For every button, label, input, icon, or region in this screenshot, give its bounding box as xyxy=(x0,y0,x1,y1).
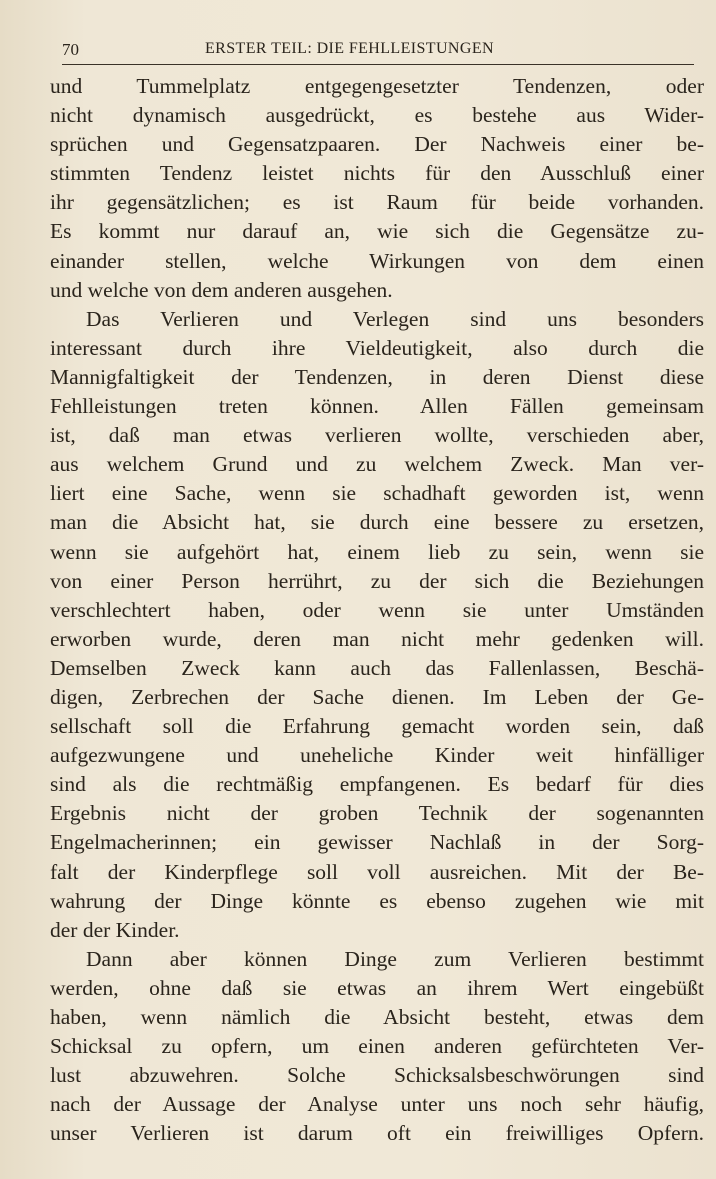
text-line: haben, wenn nämlich die Absicht besteht, etwas dem xyxy=(50,1005,704,1029)
text-line: verschlechtert haben, oder wenn sie unter Umständen xyxy=(50,597,704,622)
text-line: Ergebnis nicht der groben Technik der sogenannten xyxy=(50,801,704,826)
text-line: liert eine Sache, wenn sie schadhaft geworden ist, wenn xyxy=(50,481,704,506)
text-line: ihr gegensätzlichen; es ist Raum für beide vorhanden. xyxy=(50,190,704,215)
text-line: der der Kinder. xyxy=(50,917,180,942)
text-line: und welche von dem anderen ausgehen. xyxy=(50,277,393,302)
text-line: Es kommt nur darauf an, wie sich die Gegensätze zu- xyxy=(50,219,704,244)
text-line: man die Absicht hat, sie durch eine bessere zu ersetzen, xyxy=(50,510,704,535)
running-head: ERSTER TEIL: DIE FEHLLEISTUNGEN xyxy=(205,40,494,57)
text-line: falt der Kinderpflege soll voll ausreichen. Mit der Be- xyxy=(50,859,704,884)
text-line: sind als die rechtmäßig empfangenen. Es bedarf für dies xyxy=(50,772,704,797)
text-line: Schicksal zu opfern, um einen anderen gefürchteten Ver- xyxy=(50,1034,704,1059)
text-line: sellschaft soll die Erfahrung gemacht worden sein, daß xyxy=(50,714,704,739)
text-line: sprüchen und Gegensatzpaaren. Der Nachweis einer be- xyxy=(50,132,704,157)
text-line: aus welchem Grund und zu welchem Zweck. Man ver- xyxy=(50,452,704,477)
text-line: wahrung der Dinge könnte es ebenso zugehen wie mit xyxy=(50,888,704,913)
text-line: unser Verlieren ist darum oft ein freiwilliges Opfern. xyxy=(50,1121,704,1146)
text-line: nicht dynamisch ausgedrückt, es bestehe aus Wider- xyxy=(50,103,704,128)
text-line: digen, Zerbrechen der Sache dienen. Im Leben der Ge- xyxy=(50,684,704,709)
text-line: von einer Person herrührt, zu der sich die Beziehungen xyxy=(50,568,704,593)
text-line: Demselben Zweck kann auch das Fallenlassen, Beschä- xyxy=(50,655,704,680)
text-line: Mannigfaltigkeit der Tendenzen, in deren Dienst diese xyxy=(50,364,704,389)
text-line: wenn sie aufgehört hat, einem lieb zu sein, wenn sie xyxy=(50,539,704,564)
text-line: nach der Aussage der Analyse unter uns noch sehr häufig, xyxy=(50,1092,704,1117)
page-header xyxy=(62,38,694,65)
text-line: ist, daß man etwas verlieren wollte, verschieden aber, xyxy=(50,423,704,448)
text-line: Engelmacherinnen; ein gewisser Nachlaß in der Sorg- xyxy=(50,830,704,855)
text-line: interessant durch ihre Vieldeutigkeit, also durch die xyxy=(50,335,704,360)
text-line: aufgezwungene und uneheliche Kinder weit hinfälliger xyxy=(50,743,704,768)
text-line: einander stellen, welche Wirkungen von dem einen xyxy=(50,248,704,273)
text-line: Dann aber können Dinge zum Verlieren bestimmt xyxy=(86,946,704,971)
text-line: Fehlleistungen treten können. Allen Fällen gemeinsam xyxy=(50,394,704,419)
body-text xyxy=(50,72,704,1148)
text-line: lust abzuwehren. Solche Schicksalsbeschwörungen sind xyxy=(50,1063,704,1088)
text-line: und Tummelplatz entgegengesetzter Tendenzen, oder xyxy=(50,74,704,98)
text-line: werden, ohne daß sie etwas an ihrem Wert eingebüßt xyxy=(50,975,704,1000)
page-number: 70 xyxy=(62,40,79,59)
text-line: Das Verlieren und Verlegen sind uns besonders xyxy=(86,306,704,331)
text-line: stimmten Tendenz leistet nichts für den Ausschluß einer xyxy=(50,161,704,186)
text-line: erworben wurde, deren man nicht mehr gedenken will. xyxy=(50,626,704,651)
